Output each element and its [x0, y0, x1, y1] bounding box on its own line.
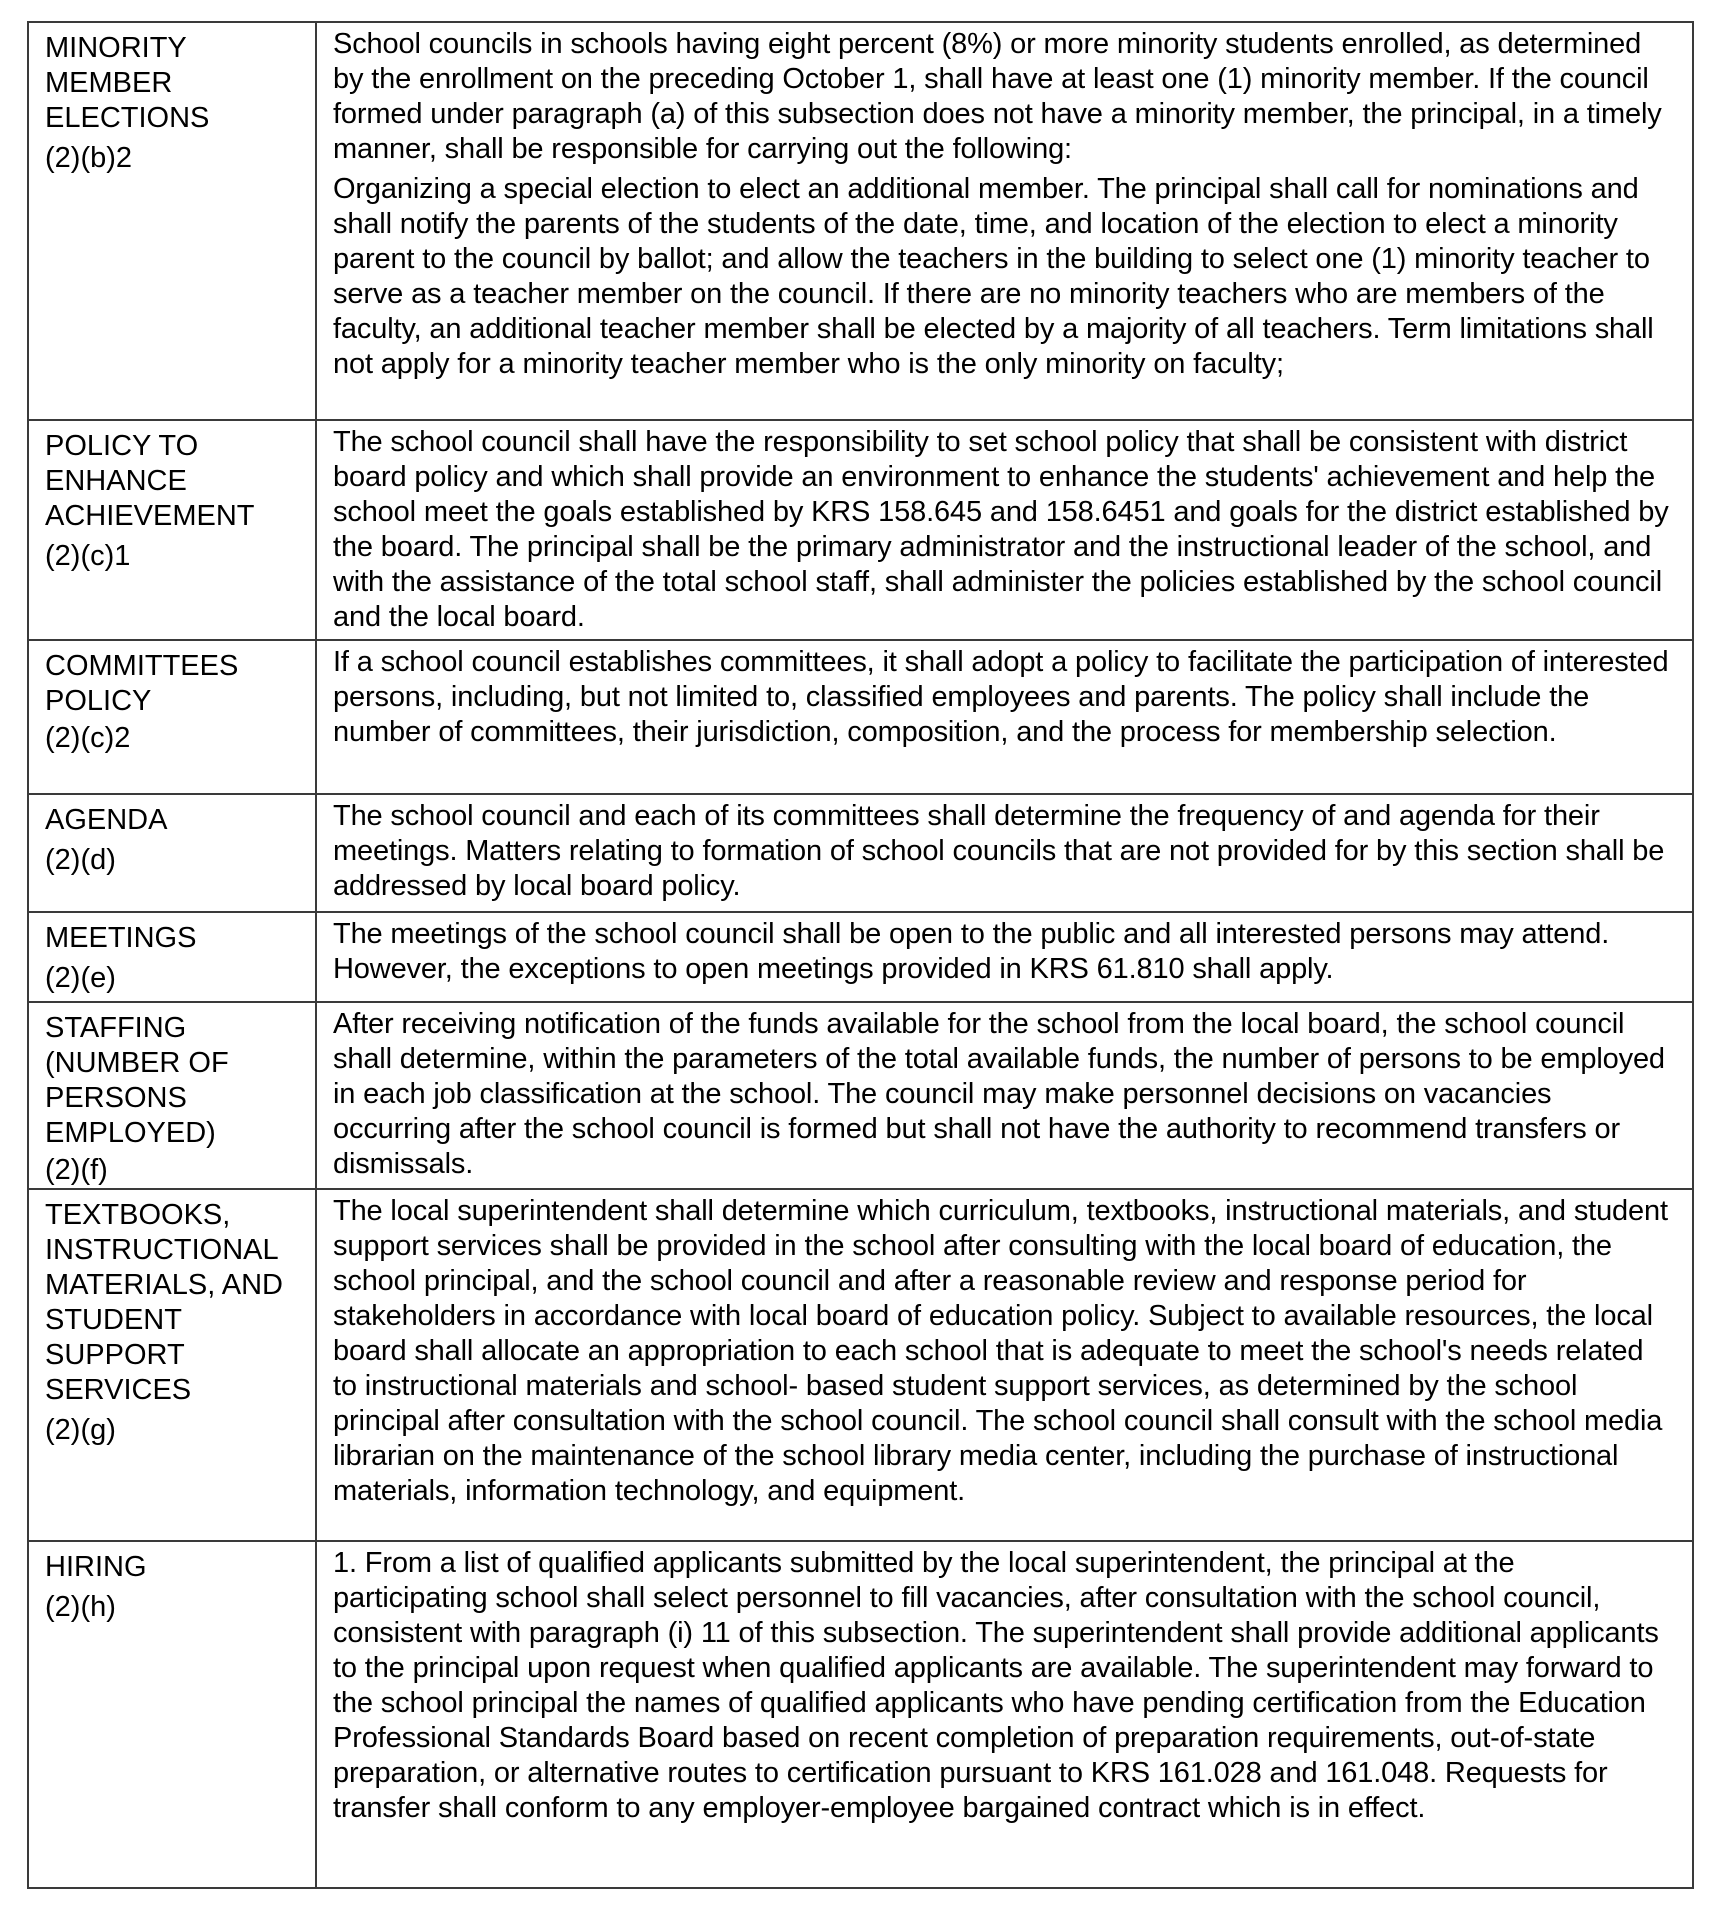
table-row-staffing — [28, 1002, 1693, 1189]
row-title: TEXTBOOKS, INSTRUCTIONAL MATERIALS, AND STUDENT SUPPORT SERVICES — [45, 1199, 283, 1406]
row-label-cell — [28, 794, 316, 912]
row-label-cell — [28, 420, 316, 640]
row-paragraph: The meetings of the school council shall be open to the public and all interested persons may attend. However, the exceptions to open meetings provided in KRS 61.810 shall apply. — [333, 918, 1610, 985]
row-paragraph: 1. From a list of qualified applicants submitted by the local superintendent, the principal at the participating school shall select personnel to fill vacancies, after consultation with the school council, consistent with paragraph (i) 11 of this subsection. The superintendent shall provide additional applicants to the principal upon request when qualified applicants are available. The superintendent may forward to the school principal the names of qualified applicants who have pending certification from the Education Professional Standards Board based on recent completion of preparation requirements, out-of-state preparation, or alternative routes to certification pursuant to KRS 161.028 and 161.048. Requests for transfer shall conform to any employer-employee bargained contract which is in effect. — [333, 1547, 1659, 1824]
row-title: HIRING — [45, 1551, 147, 1583]
table-row-committees-policy — [28, 640, 1693, 794]
row-paragraph: School councils in schools having eight percent (8%) or more minority students enrolled, as determined by the enrollment on the preceding October 1, shall have at least one (1) minority member. If the council formed under paragraph (a) of this subsection does not have a minority member, the principal, in a timely manner, shall be responsible for carrying out the following: — [333, 28, 1662, 165]
table-row-agenda — [28, 794, 1693, 912]
row-body-cell — [316, 420, 1693, 640]
row-body-cell — [316, 1002, 1693, 1189]
table-row-minority-member-elections — [28, 22, 1693, 420]
row-paragraph: After receiving notification of the funds available for the school from the local board, the school council shall determine, within the parameters of the total available funds, the number of persons to be employed in each job classification at the school. The council may make personnel decisions on vacancies occurring after the school council is formed but shall not have the authority to recommend transfers or dismissals. — [333, 1008, 1665, 1180]
row-paragraph: Organizing a special election to elect an additional member. The principal shall call for nominations and shall notify the parents of the students of the date, time, and location of the election to elect a minority parent to the council by ballot; and allow the teachers in the building to select one (1) minority teacher to serve as a teacher member on the council. If there are no minority teachers who are members of the faculty, an additional teacher member shall be elected by a majority of all teachers. Term limitations shall not apply for a minority teacher member who is the only minority on faculty; — [333, 173, 1654, 380]
row-statute-ref: (2)(h) — [45, 1591, 116, 1623]
row-paragraph: The school council and each of its committees shall determine the frequency of and agenda for their meetings. Matters relating to formation of school councils that are not provided for by this section shall be addressed by local board policy. — [333, 800, 1665, 902]
table-row-meetings — [28, 912, 1693, 1002]
row-statute-ref: (2)(d) — [45, 844, 116, 876]
row-paragraph: If a school council establishes committees, it shall adopt a policy to facilitate the participation of interested persons, including, but not limited to, classified employees and parents. The policy shall include the number of committees, their jurisdiction, composition, and the process for membership selection. — [333, 646, 1669, 748]
table-row-policy-to-enhance-achievement — [28, 420, 1693, 640]
row-label-cell — [28, 1189, 316, 1541]
row-title: POLICY TO ENHANCE ACHIEVEMENT — [45, 430, 255, 532]
row-statute-ref: (2)(g) — [45, 1414, 116, 1446]
row-label-cell — [28, 1002, 316, 1189]
row-statute-ref: (2)(b)2 — [45, 142, 133, 174]
policy-table — [27, 21, 1694, 1889]
row-label-cell — [28, 912, 316, 1002]
row-title: COMMITTEES POLICY — [45, 650, 239, 717]
row-statute-ref: (2)(e) — [45, 962, 116, 994]
row-paragraph: The local superintendent shall determine which curriculum, textbooks, instructional materials, and student support services shall be provided in the school after consulting with the local board of education, the school principal, and the school council and after a reasonable review and response period for stakeholders in accordance with local board of education policy. Subject to available resources, the local board shall allocate an appropriation to each school that is adequate to meet the school's needs related to instructional materials and school- based student support services, as determined by the school principal after consultation with the school council. The school council shall consult with the school media librarian on the maintenance of the school library media center, including the purchase of instructional materials, information technology, and equipment. — [333, 1195, 1668, 1507]
row-body-cell — [316, 1189, 1693, 1541]
row-label-cell — [28, 22, 316, 420]
row-statute-ref: (2)(f) — [45, 1154, 108, 1186]
row-statute-ref: (2)(c)1 — [45, 540, 131, 572]
row-label-cell — [28, 640, 316, 794]
row-title: AGENDA — [45, 804, 168, 836]
table-row-hiring — [28, 1541, 1693, 1888]
row-body-cell — [316, 640, 1693, 794]
row-body-cell — [316, 1541, 1693, 1888]
row-title: STAFFING (NUMBER OF PERSONS EMPLOYED) — [45, 1012, 229, 1149]
row-body-cell — [316, 794, 1693, 912]
row-paragraph: The school council shall have the responsibility to set school policy that shall be consistent with district board policy and which shall provide an environment to enhance the students' achievement and help the school meet the goals established by KRS 158.645 and 158.6451 and goals for the district established by the board. The principal shall be the primary administrator and the instructional leader of the school, and with the assistance of the total school staff, shall administer the policies established by the school council and the local board. — [333, 426, 1669, 633]
row-title: MINORITY MEMBER ELECTIONS — [45, 32, 210, 134]
row-label-cell — [28, 1541, 316, 1888]
row-body-cell — [316, 22, 1693, 420]
row-body-cell — [316, 912, 1693, 1002]
row-title: MEETINGS — [45, 922, 197, 954]
row-statute-ref: (2)(c)2 — [45, 722, 131, 754]
table-row-textbooks-instructional-materials — [28, 1189, 1693, 1541]
